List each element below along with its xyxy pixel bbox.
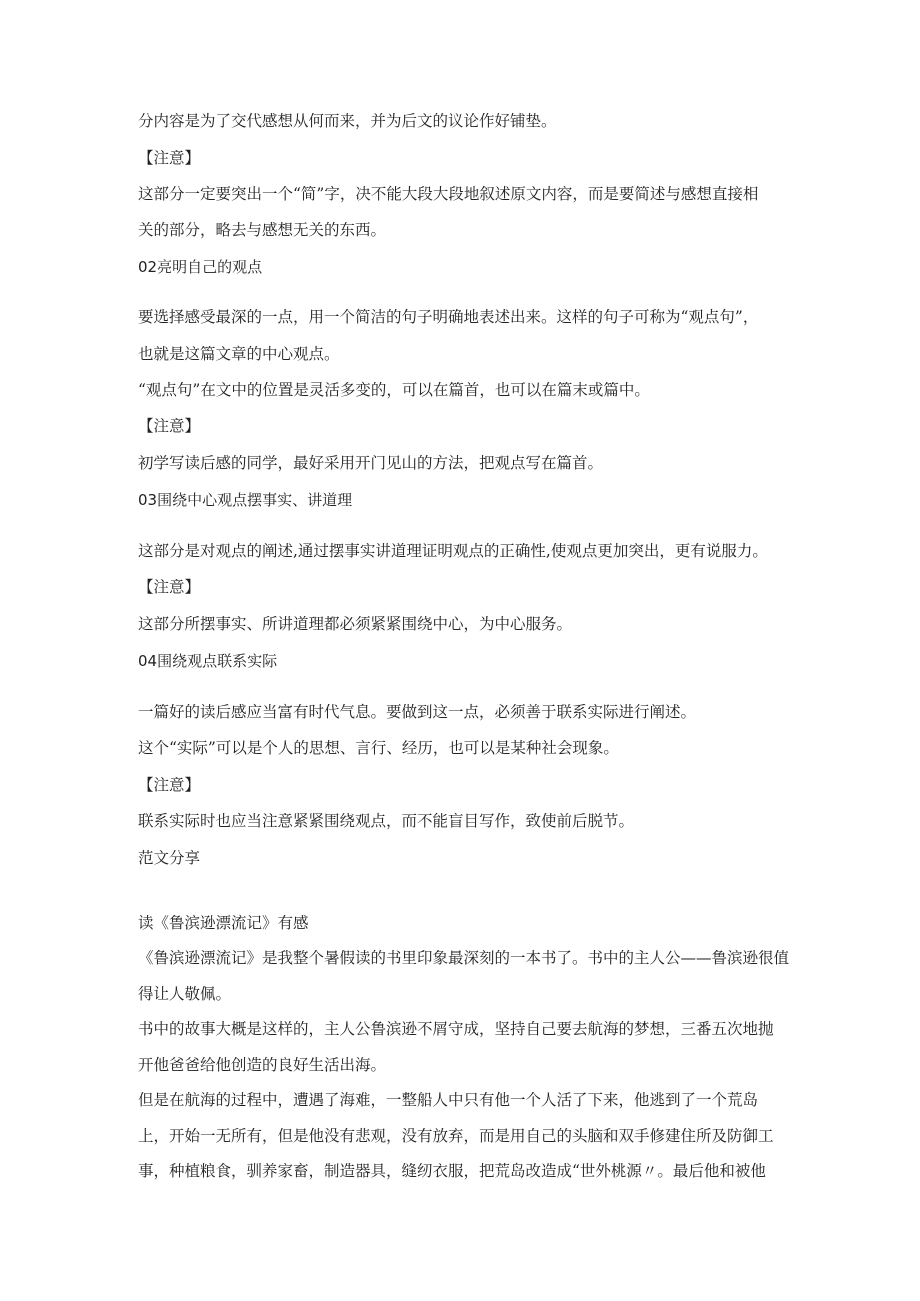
paragraph-line: 但是在航海的过程中，遭遇了海难，一整船人中只有他一个人活了下来，他逃到了一个荒岛 [138,1091,759,1109]
paragraph-line: 初学写读后感的同学，最好采用开门见山的方法，把观点写在篇首。 [138,454,604,472]
paragraph-line: 这部分是对观点的阐述,通过摆事实讲道理证明观点的正确性,使观点更加突出，更有说服力。 [138,542,768,560]
paragraph-line: 关的部分，略去与感想无关的东西。 [138,221,387,239]
note-label: 【注意】 [138,417,201,435]
paragraph-line: 事，种植粮食，驯养家畜，制造器具，缝纫衣服，把荒岛改造成“世外桃源〃。最后他和被他 [138,1162,766,1180]
paragraph-line: 得让人敬佩。 [138,985,232,1003]
paragraph-line: 分内容是为了交代感想从何而来，并为后文的议论作好铺垫。 [138,112,557,130]
paragraph-line: 这个“实际”可以是个人的思想、言行、经历，也可以是某种社会现象。 [138,739,619,757]
note-label: 【注意】 [138,149,201,167]
note-label: 【注意】 [138,776,201,794]
section-heading: 04围绕观点联系实际 [138,652,278,670]
paragraph-line: 上，开始一无所有，但是他没有悲观，没有放弃，而是用自己的头脑和双手修建住所及防御工 [138,1127,774,1145]
paragraph-line: 这部分所摆事实、所讲道理都必须紧紧围绕中心，为中心服务。 [138,615,573,633]
paragraph-line: “观点句”在文中的位置是灵活多变的，可以在篇首，也可以在篇末或篇中。 [138,381,650,399]
paragraph-line: 也就是这篇文章的中心观点。 [138,345,340,363]
article-title: 读《鲁滨逊漂流记》有感 [138,914,309,932]
paragraph-line: 联系实际时也应当注意紧紧围绕观点，而不能盲目写作，致使前后脱节。 [138,812,635,830]
paragraph-line: 开他爸爸给他创造的良好生活出海。 [138,1056,387,1074]
paragraph-line: 《鲁滨逊漂流记》是我整个暑假读的书里印象最深刻的一本书了。书中的主人公——鲁滨逊很值 [138,949,790,967]
section-heading: 范文分享 [138,849,201,867]
section-heading: 03围绕中心观点摆事实、讲道理 [138,491,353,509]
note-label: 【注意】 [138,578,201,596]
paragraph-line: 要选择感受最深的一点，用一个简洁的句子明确地表述出来。这样的句子可称为“观点句”， [138,308,759,326]
paragraph-line: 一篇好的读后感应当富有时代气息。要做到这一点，必须善于联系实际进行阐述。 [138,703,697,721]
paragraph-line: 这部分一定要突出一个“简”字，决不能大段大段地叙述原文内容，而是要简述与感想直接相 [138,185,759,203]
section-heading: 02亮明自己的观点 [138,258,263,276]
paragraph-line: 书中的故事大概是这样的，主人公鲁滨逊不屑守成，坚持自己要去航海的梦想，三番五次地抛 [138,1020,774,1038]
